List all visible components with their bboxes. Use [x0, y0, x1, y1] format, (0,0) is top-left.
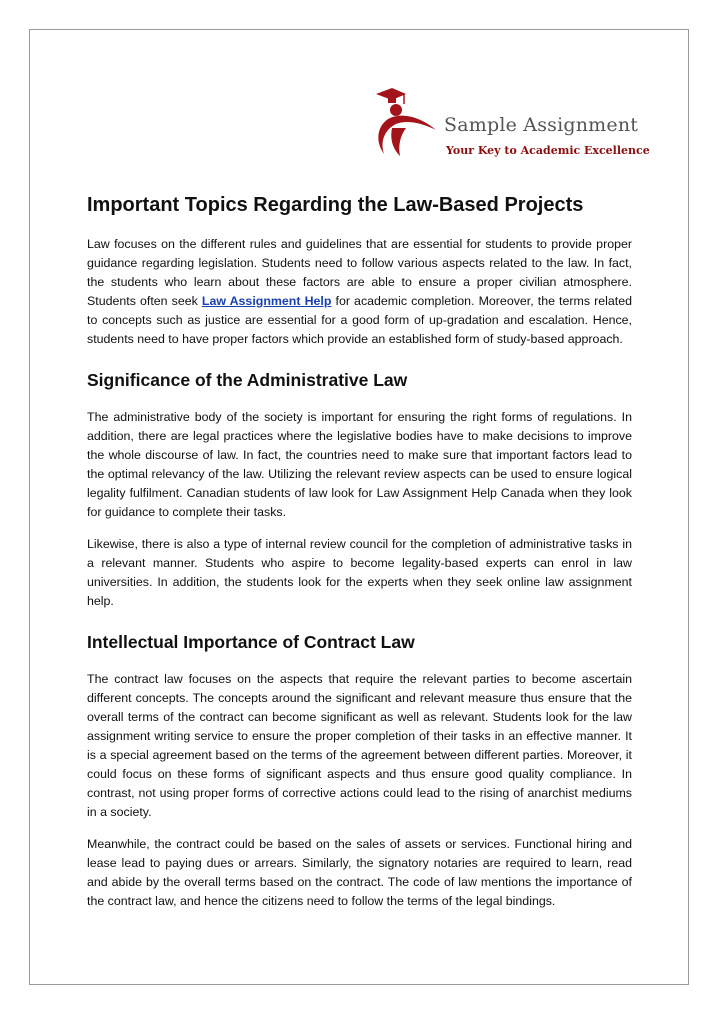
logo-emblem-icon: [370, 84, 450, 164]
section-paragraph: Meanwhile, the contract could be based on the sales of assets or services. Functional hiring and lease lead to paying dues or arrears. Similarly, the signatory notaries are required to learn, read and abide by the overall terms based on the contract. The code of law mentions the importance of the contract law, and hence the citizens need to follow the terms of the legal bindings.: [87, 837, 632, 908]
section-paragraph: Likewise, there is also a type of internal review council for the completion of administrative tasks in a relevant manner. Students who aspire to become legality-based experts can enrol in law universities. In addition, the students look for the experts when they seek online law assignment help.: [87, 537, 632, 608]
logo-name: Sample Assignment: [444, 114, 639, 136]
page-title: Important Topics Regarding the Law-Based Projects: [87, 194, 584, 216]
intro-paragraph: [87, 235, 632, 349]
section-heading-contract-law: Intellectual Importance of Contract Law: [87, 632, 415, 652]
intro-text-after: for academic completion. Moreover, the terms related to concepts such as justice are essential for a good form of up-gradation and escalation. Hence, students need to have proper factors which provide an established form of study-based approach.: [87, 294, 632, 346]
section-paragraph: The contract law focuses on the aspects that require the relevant parties to become ascertain different concepts. The concepts around the significant and relevant measure thus ensure that the overall terms of the contract can become significant as well as relevant. Students look for the law assignment writing service to ensure the proper completion of their tasks in an effective manner. It is a special agreement based on the terms of the agreement between different parties. Moreover, it could focus on these forms of significant aspects and thus ensure good quality compliance. In contrast, not using proper forms of corrective actions could lead to the rising of anarchist mediums in a society.: [87, 672, 632, 819]
section-paragraph: The administrative body of the society is important for ensuring the right forms of regulations. In addition, there are legal practices where the legislative bodies have to make decisions to improve the whole discourse of law. In fact, the countries need to make sure that important factors lead to the optimal relevancy of the law. Utilizing the relevant review aspects can be used to ensure logical legality fulfilment. Canadian students of law look for Law Assignment Help Canada when they look for guidance to complete their tasks.: [87, 410, 632, 519]
law-assignment-help-link[interactable]: Law Assignment Help: [201, 294, 332, 308]
logo-tagline: Your Key to Academic Excellence: [446, 144, 650, 157]
section-heading-administrative-law: Significance of the Administrative Law: [87, 370, 408, 390]
sample-assignment-logo: [370, 84, 650, 164]
intro-text-before: Law focuses on the different rules and guidelines that are essential for students to provide proper guidance regarding legislation. Students need to follow various aspects related to the law. In fact, the students who learn about these factors are able to ensure a proper civilian atmosphere. Students often seek: [87, 237, 632, 308]
document-content: [87, 193, 632, 911]
